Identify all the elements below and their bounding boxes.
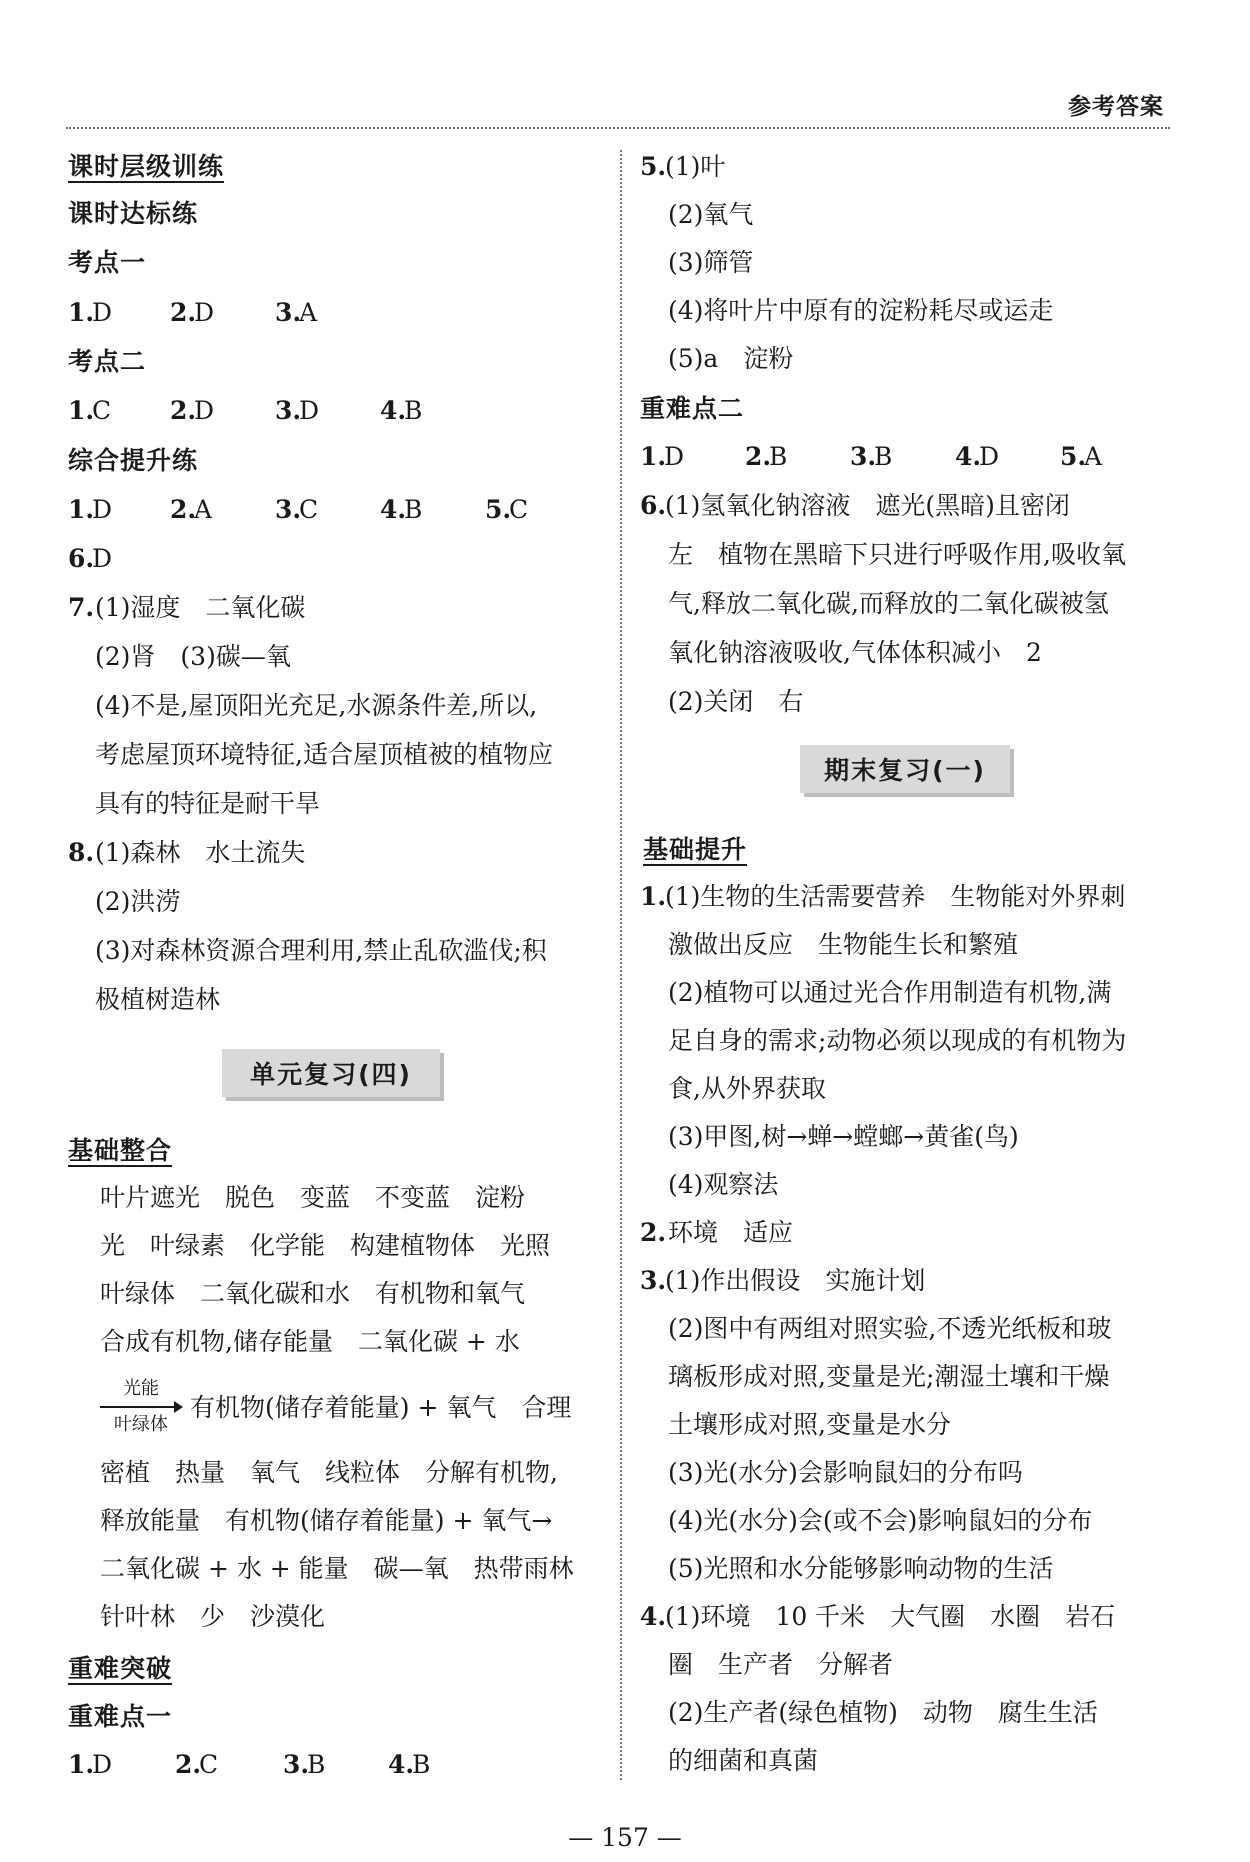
answer-line: (1)作出假设 实施计划 (665, 1266, 926, 1295)
answer-value: B (874, 442, 893, 471)
answer-value: D (979, 442, 1000, 471)
answer-number: 1. (68, 495, 95, 524)
answer-value: C (509, 495, 529, 524)
final-review-box: 期末复习(一) (800, 745, 1010, 793)
answer-number: 5. (1060, 442, 1087, 471)
answer-line: 足自身的需求;动物必须以现成的有机物为 (668, 1026, 1127, 1055)
answer-line: (2)关闭 右 (668, 687, 804, 716)
answer-number: 4. (640, 1602, 667, 1631)
answer-value: D (92, 495, 113, 524)
answer-line: 环境 适应 (668, 1218, 794, 1247)
answer-line: 土壤形成对照,变量是水分 (668, 1410, 951, 1439)
answer-number: 3. (850, 442, 877, 471)
answer-line: 圈 生产者 分解者 (668, 1650, 894, 1679)
answer-value: B (769, 442, 788, 471)
arrow-condition-top: 光能 (123, 1378, 159, 1399)
answer-line: (5)a 淀粉 (668, 344, 794, 373)
answer-number: 1. (68, 298, 95, 327)
answer-number: 3. (275, 495, 302, 524)
answer-line: (1)氢氧化钠溶液 遮光(黑暗)且密闭 (665, 491, 1070, 520)
answer-value: B (404, 495, 423, 524)
answer-number: 5. (485, 495, 512, 524)
answer-number: 2. (175, 1750, 202, 1779)
answer-number: 4. (955, 442, 982, 471)
answer-line: (4)观察法 (668, 1170, 779, 1199)
subheading-key1: 重难点一 (68, 1702, 173, 1731)
answer-line: (4)不是,屋顶阳光充足,水源条件差,所以, (95, 691, 538, 720)
answer-number: 7. (68, 593, 95, 622)
answer-value: B (412, 1750, 431, 1779)
answer-value: D (664, 442, 685, 471)
answer-number: 3. (283, 1750, 310, 1779)
subheading-improve: 综合提升练 (68, 446, 199, 475)
answer-line: (1)森林 水土流失 (95, 838, 306, 867)
answer-line: (1)环境 10 千米 大气圈 水圈 岩石 (665, 1602, 1116, 1631)
answer-value: D (299, 396, 320, 425)
answer-line: (2)图中有两组对照实验,不透光纸板和玻 (668, 1314, 1112, 1343)
answer-value: B (404, 396, 423, 425)
text-line: 叶绿体 二氧化碳和水 有机物和氧气 (100, 1279, 526, 1308)
answer-number: 5. (640, 152, 667, 181)
answer-value: D (194, 298, 215, 327)
answer-value: A (1084, 442, 1103, 471)
text-line: 针叶林 少 沙漠化 (100, 1602, 326, 1631)
answer-line: (2)植物可以通过光合作用制造有机物,满 (668, 978, 1112, 1007)
answer-number: 3. (275, 396, 302, 425)
page-header-title: 参考答案 (1068, 94, 1164, 120)
answer-line: 极植树造林 (95, 985, 221, 1014)
answer-line: 左 植物在黑暗下只进行呼吸作用,吸收氧 (668, 540, 1126, 569)
answer-number: 3. (640, 1266, 667, 1295)
text-line: 二氧化碳 + 水 + 能量 碳—氧 热带雨林 (100, 1554, 574, 1583)
answer-number: 1. (640, 882, 667, 911)
header-rule (66, 127, 1170, 129)
subheading-key2: 重难点二 (640, 394, 745, 423)
answer-number: 2. (170, 495, 197, 524)
answer-value: A (194, 495, 213, 524)
text-line: 有机物(储存着能量) + 氧气 合理 (190, 1393, 572, 1422)
answer-line: (4)光(水分)会(或不会)影响鼠妇的分布 (668, 1506, 1093, 1535)
answer-line: 氧化钠溶液吸收,气体体积减小 2 (668, 638, 1042, 667)
answer-value: B (307, 1750, 326, 1779)
page-number: — 157 — (568, 1823, 682, 1852)
text-line: 密植 热量 氧气 线粒体 分解有机物, (100, 1458, 558, 1487)
answer-line: 具有的特征是耐干旱 (95, 789, 321, 818)
text-line: 合成有机物,储存能量 二氧化碳 + 水 (100, 1327, 520, 1356)
answer-line: (1)湿度 二氧化碳 (95, 593, 306, 622)
arrow-line (100, 1406, 176, 1408)
text-line: 叶片遮光 脱色 变蓝 不变蓝 淀粉 (100, 1183, 526, 1212)
answer-line: 气,释放二氧化碳,而释放的二氧化碳被氢 (668, 589, 1109, 618)
subheading-kp2: 考点二 (68, 347, 147, 376)
answer-value: D (194, 396, 215, 425)
answer-number: 1. (68, 1750, 95, 1779)
answer-value: D (92, 298, 113, 327)
answer-value: C (92, 396, 112, 425)
answer-line: 璃板形成对照,变量是光;潮湿土壤和干燥 (668, 1362, 1110, 1391)
answer-value: C (199, 1750, 219, 1779)
answer-number: 2. (745, 442, 772, 471)
unit-review-box: 单元复习(四) (222, 1049, 440, 1097)
answer-line: 激做出反应 生物能生长和繁殖 (668, 930, 1019, 959)
subheading-kp1: 考点一 (68, 248, 147, 277)
section-heading-training: 课时层级训练 (68, 152, 225, 181)
answer-line: (2)氧气 (668, 200, 754, 229)
answer-line: 考虑屋顶环境特征,适合屋顶植被的植物应 (95, 740, 553, 769)
answer-number: 2. (170, 298, 197, 327)
answer-line: (5)光照和水分能够影响动物的生活 (668, 1554, 1054, 1583)
answer-value: D (92, 1750, 113, 1779)
answer-number: 6. (640, 491, 667, 520)
answer-line: (3)对森林资源合理利用,禁止乱砍滥伐;积 (95, 936, 547, 965)
text-line: 释放能量 有机物(储存着能量) + 氧气→ (100, 1506, 553, 1535)
answer-number: 3. (275, 298, 302, 327)
answer-line: (2)肾 (3)碳—氧 (95, 642, 291, 671)
answer-line: (3)光(水分)会影响鼠妇的分布吗 (668, 1458, 1023, 1487)
answer-number: 2. (170, 396, 197, 425)
section-heading-basic: 基础整合 (68, 1136, 173, 1165)
arrow-head (174, 1401, 183, 1413)
answer-value: C (299, 495, 319, 524)
answer-number: 1. (640, 442, 667, 471)
text-line: 光 叶绿素 化学能 构建植物体 光照 (100, 1231, 551, 1260)
answer-number: 4. (380, 495, 407, 524)
answer-line: (3)甲图,树→蝉→螳螂→黄雀(鸟) (668, 1122, 1019, 1151)
answer-line: (1)叶 (665, 152, 726, 181)
answer-number: 4. (388, 1750, 415, 1779)
subheading-standard: 课时达标练 (68, 199, 199, 228)
answer-line: (4)将叶片中原有的淀粉耗尽或运走 (668, 296, 1054, 325)
section-heading-basic-up: 基础提升 (643, 835, 748, 864)
answer-line: (3)筛管 (668, 248, 754, 277)
answer-line: 食,从外界获取 (668, 1074, 826, 1103)
answer-line: 的细菌和真菌 (668, 1746, 819, 1775)
answer-line: (2)生产者(绿色植物) 动物 腐生生活 (668, 1698, 1098, 1727)
answer-number: 8. (68, 838, 95, 867)
answer-line: (2)洪涝 (95, 887, 181, 916)
reaction-arrow (100, 1378, 182, 1436)
column-divider (620, 150, 622, 1780)
answer-value: D (92, 544, 113, 573)
answer-line: (1)生物的生活需要营养 生物能对外界刺 (665, 882, 1126, 911)
section-heading-breakthrough: 重难突破 (68, 1654, 173, 1683)
answer-value: A (299, 298, 318, 327)
arrow-condition-bottom: 叶绿体 (114, 1414, 168, 1435)
answer-number: 4. (380, 396, 407, 425)
answer-number: 2. (640, 1218, 667, 1247)
answer-number: 1. (68, 396, 95, 425)
answer-number: 6. (68, 544, 95, 573)
